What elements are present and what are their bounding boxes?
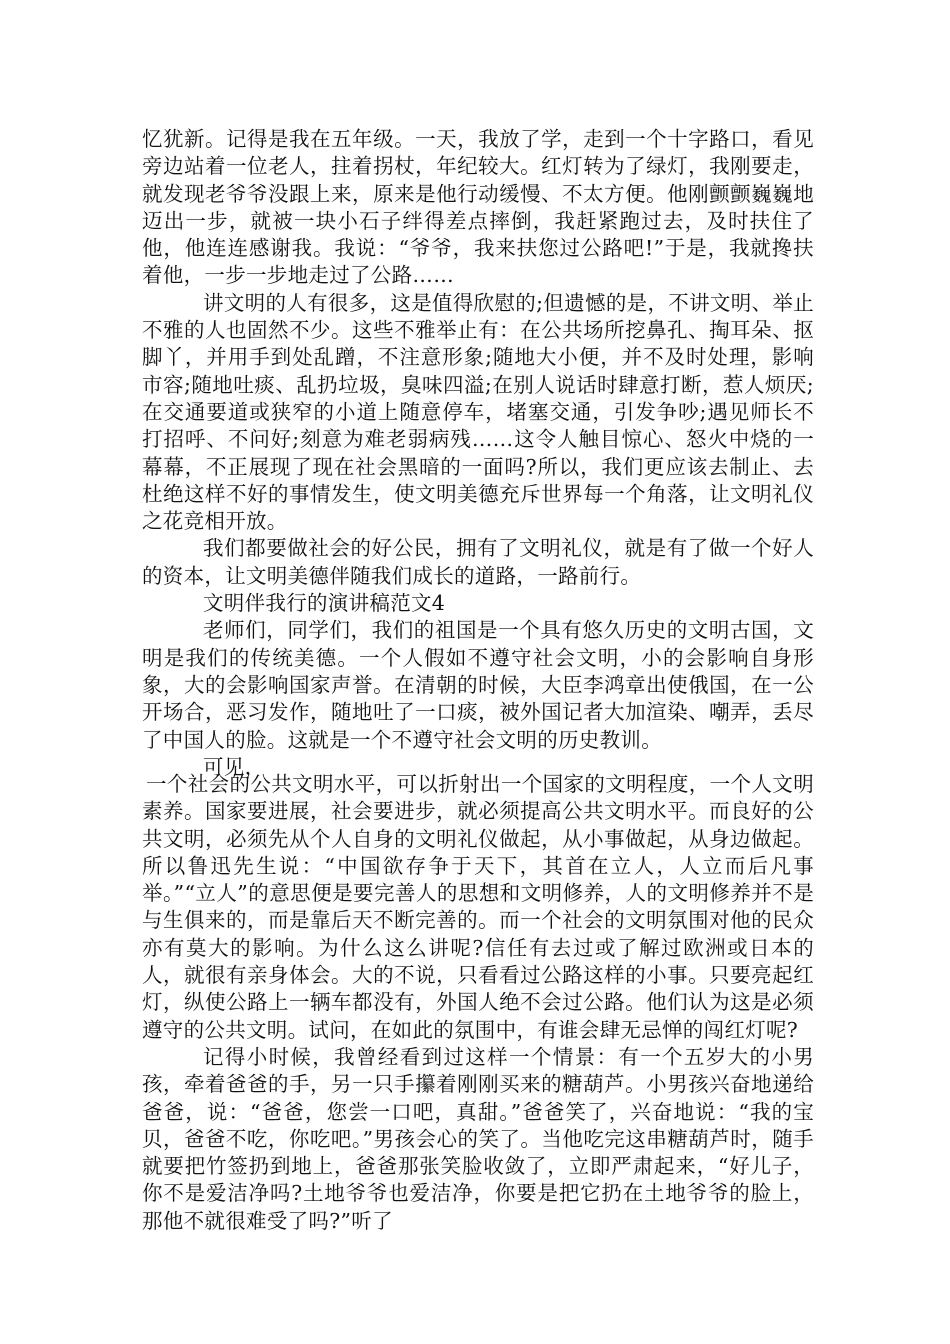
section-heading: 文明伴我行的演讲稿范文4 (203, 591, 446, 616)
paragraph-public-civility: 一个社会的公共文明水平，可以折射出一个国家的文明程度，一个人文明素养。国家要进展，社会要进步，就必须提高公共文明水平。而良好的公共文明，必须先从个人自身的文明礼仪做起，从小事做起，从身边做起。所以鲁迅先生说：“中国欲存争于天下，其首在立人，人立而后凡事举。”“立人”的意思便是要完善人的思想和文明修养，人的文明修养并不是与生俱来的，而是靠后天不断完善的。而一个社会的文明氛围对他的民众亦有莫大的影响。为什么这么讲呢?信任有去过或了解过欧洲或日本的人，就很有亲身体会。大的不说，只看看过公路这样的小事。只要亮起红灯，纵使公路上一辆车都没有，外国人绝不会过公路。他们认为这是必须遵守的公共文明。试问，在如此的氛围中，有谁会肆无忌惮的闯红灯呢? (142, 772, 814, 1042)
paragraph-childhood-memory: 记得小时候，我曾经看到过这样一个情景：有一个五岁大的小男孩，牵着爸爸的手，另一只手攥着刚刚买来的糖葫芦。小男孩兴奋地递给爸爸，说：“爸爸，您尝一口吧，真甜。”爸爸笑了，兴奋地说：“我的宝贝，爸爸不吃，你吃吧。”男孩会心的笑了。当他吃完这串糖葫芦时，随手就要把竹签扔到地上，爸爸那张笑脸收敛了，立即严肃起来，“好儿子，你不是爱洁净吗?土地爷爷也爱洁净，你要是把它扔在土地爷爷的脸上，那他不就很难受了吗?”听了 (142, 1044, 814, 1233)
paragraph-speech-opening: 老师们，同学们，我们的祖国是一个具有悠久历史的文明古国，文明是我们的传统美德。一个人假如不遵守社会文明，小的会影响自身形象，大的会影响国家声誉。在清朝的时候，大臣李鸿章出使俄国，在一公开场合，恶习发作，随地吐了一口痰，被外国记者大加渲染、嘲弄，丢尽了中国人的脸。这就是一个不遵守社会文明的历史教训。 (142, 618, 814, 752)
paragraph-good-citizens: 我们都要做社会的好公民，拥有了文明礼仪，就是有了做一个好人的资本，让文明美德伴随我们成长的道路，一路前行。 (142, 536, 814, 588)
text-block-lower (142, 771, 814, 1235)
paragraph-continuation: 忆犹新。记得是我在五年级。一天，我放了学，走到一个十字路口，看见旁边站着一位老人，拄着拐杖，年纪较大。红灯转为了绿灯，我刚要走，就发现老爷爷没跟上来，原来是他行动缓慢、不太方便。他刚颤颤巍巍地迈出一步，就被一块小石子绊得差点摔倒，我赶紧跑过去，及时扶住了他，他连连感谢我。我说：“爷爷，我来扶您过公路吧!”于是，我就搀扶着他，一步一步地走过了公路…… (142, 127, 814, 288)
text-block-upper (142, 126, 814, 781)
paragraph-civility-contrast: 讲文明的人有很多，这是值得欣慰的;但遗憾的是，不讲文明、举止不雅的人也固然不少。这些不雅举止有：在公共场所挖鼻孔、掏耳朵、抠脚丫，并用手到处乱蹭，不注意形象;随地大小便，并不及时处理，影响市容;随地吐痰、乱扔垃圾，臭味四溢;在别人说话时肆意打断，惹人烦厌;在交通要道或狭窄的小道上随意停车，堵塞交通，引发争吵;遇见师长不打招呼、不问好;刻意为难老弱病残……这令人触目惊心、怒火中烧的一幕幕，不正展现了现在社会黑暗的一面吗?所以，我们更应该去制止、去杜绝这样不好的事情发生，使文明美德充斥世界每一个角落，让文明礼仪之花竞相开放。 (142, 290, 814, 534)
paragraph-fragment: 可见， (203, 754, 266, 779)
